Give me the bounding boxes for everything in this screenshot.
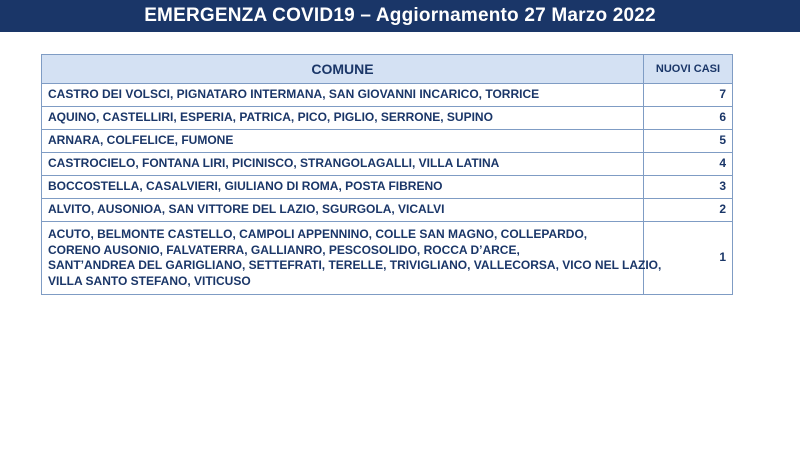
row-comuni [42,107,644,130]
page-title-banner [0,0,800,32]
table-row [42,107,733,130]
column-header-nuovi-casi: NUOVI CASI [644,55,733,84]
comuni-line: CASTRO DEI VOLSCI, PIGNATARO INTERMANA, SAN GIOVANNI INCARICO, TORRICE [48,87,540,102]
table-row [42,153,733,176]
row-comuni [42,176,644,199]
row-comuni [42,84,644,107]
table-header-row [42,55,733,84]
comuni-line: CORENO AUSONIO, FALVATERRA, GALLIANRO, PESCOSOLIDO, ROCCA D’ARCE, [48,242,520,257]
table-row [42,130,733,153]
column-header-comune: COMUNE [42,55,644,84]
comuni-line: ALVITO, AUSONIOA, SAN VITTORE DEL LAZIO, SGURGOLA, VICALVI [48,202,445,217]
comuni-line: SANT’ANDREA DEL GARIGLIANO, SETTEFRATI, TERELLE, TRIVIGLIANO, VALLECORSA, VICO NEL LAZIO, [48,258,662,272]
cases-table [41,54,733,295]
comuni-line: ARNARA, COLFELICE, FUMONE [48,133,234,148]
row-comuni [42,153,644,176]
page-title: EMERGENZA COVID19 – Aggiornamento 27 Marzo 2022 [144,5,656,26]
table-row [42,222,733,295]
table-row [42,84,733,107]
comuni-line: BOCCOSTELLA, CASALVIERI, GIULIANO DI ROMA, POSTA FIBRENO [48,179,443,194]
row-nuovi-casi: 4 [644,153,733,176]
row-nuovi-casi: 7 [644,84,733,107]
table-row [42,199,733,222]
row-nuovi-casi: 5 [644,130,733,153]
row-nuovi-casi: 3 [644,176,733,199]
comuni-line: CASTROCIELO, FONTANA LIRI, PICINISCO, STRANGOLAGALLI, VILLA LATINA [48,156,500,171]
row-comuni [42,130,644,153]
row-nuovi-casi: 1 [644,222,733,295]
comuni-line: ACUTO, BELMONTE CASTELLO, CAMPOLI APPENNINO, COLLE SAN MAGNO, COLLEPARDO, [48,227,588,241]
comuni-line: AQUINO, CASTELLIRI, ESPERIA, PATRICA, PICO, PIGLIO, SERRONE, SUPINO [48,110,493,125]
table-row [42,176,733,199]
row-nuovi-casi: 2 [644,199,733,222]
comuni-line: VILLA SANTO STEFANO, VITICUSO [48,273,251,288]
row-comuni [42,222,662,295]
row-comuni [42,199,644,222]
row-nuovi-casi: 6 [644,107,733,130]
